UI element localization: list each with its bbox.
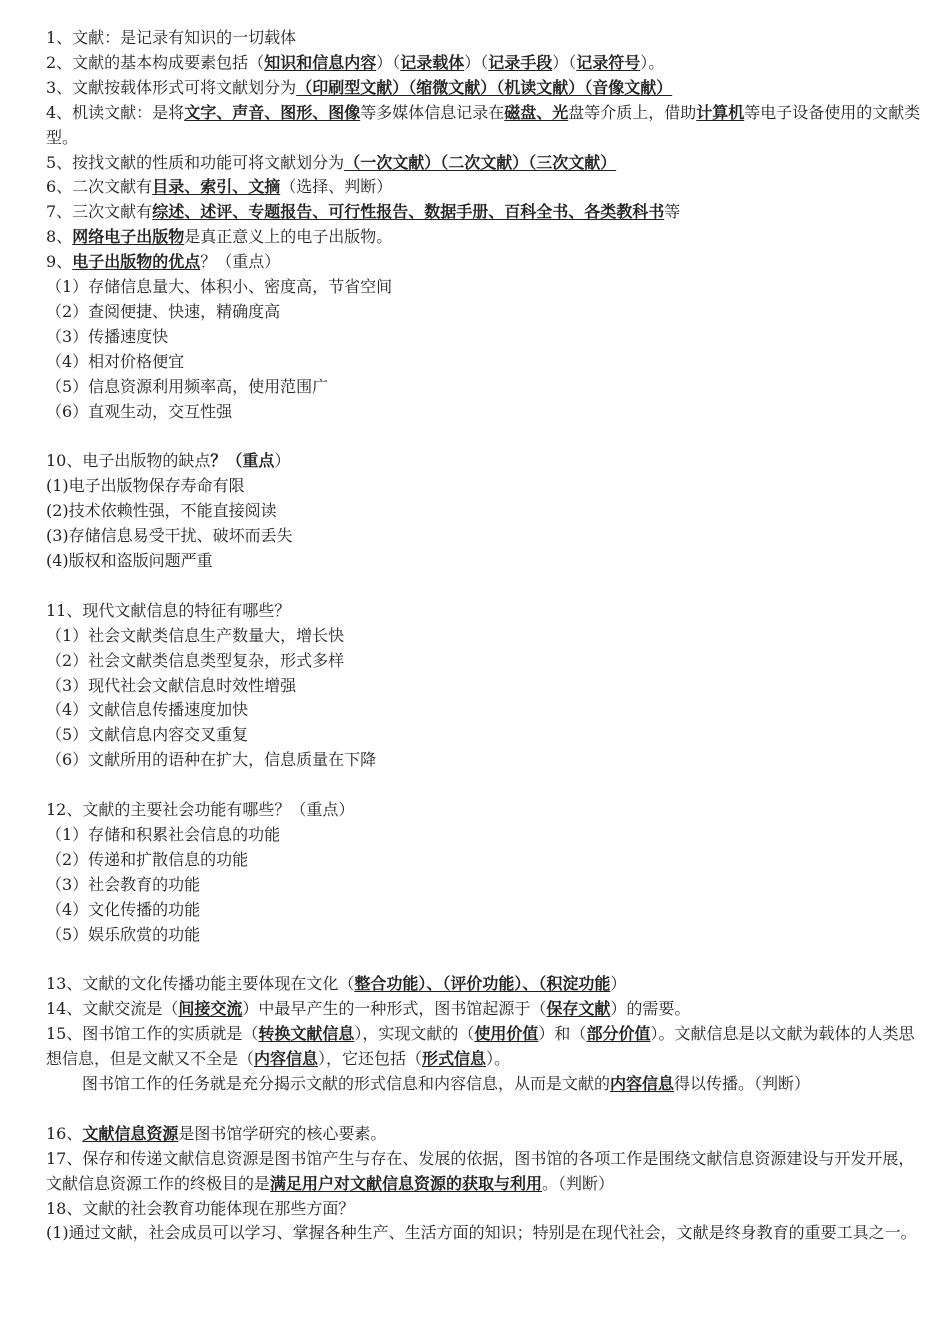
text-line (46, 823, 926, 848)
text-line (46, 449, 926, 474)
text-segment: ）中最早产生的一种形式，图书馆起源于（ (242, 999, 547, 1019)
text-line (46, 798, 926, 823)
text-line (46, 972, 926, 997)
text-segment: 8、 (46, 227, 73, 247)
underlined-term: 记录载体 (400, 52, 465, 72)
text-segment: 15、图书馆工作的实质就是（ (46, 1024, 259, 1044)
text-segment: ）的需要。 (610, 999, 691, 1019)
text-segment: 图书馆工作的任务就是充分揭示文献的形式信息和内容信息，从而是文献的 (82, 1074, 611, 1093)
text-line (46, 549, 926, 574)
bold-text: ？（重点 (210, 451, 275, 471)
text-line (46, 923, 926, 948)
underlined-term: 知识和信息内容 (264, 52, 377, 72)
text-segment: （2）社会文献类信息类型复杂，形式多样 (46, 650, 345, 670)
text-line (46, 51, 926, 76)
blank-line (46, 773, 926, 798)
text-segment: （6）文献所用的语种在扩大，信息质量在下降 (46, 750, 377, 770)
text-segment: ？（重点） (200, 252, 281, 272)
text-segment: （1）存储和积累社会信息的功能 (46, 824, 281, 844)
text-segment: （2）查阅便捷、快速，精确度高 (46, 301, 281, 321)
underlined-term: 使用价值 (474, 1024, 539, 1044)
underlined-term: 部分价值 (586, 1024, 651, 1044)
text-segment: 9、 (46, 252, 73, 272)
text-segment: 17、保存和传递文献信息资源是图书馆产生与存在、发展的依据，图书馆的各项工作是围绕文献信息资源建设与开发开展，文献信息资源工作的终极目的是 (46, 1148, 915, 1193)
text-segment: （1）社会文献类信息生产数量大，增长快 (46, 625, 345, 645)
underlined-term: 间接交流 (178, 999, 243, 1019)
text-segment: （6）直观生动，交互性强 (46, 401, 233, 421)
blank-line (46, 947, 926, 972)
underlined-term: 内容信息 (254, 1049, 319, 1069)
blank-line (46, 425, 926, 450)
text-line (46, 649, 926, 674)
text-segment: （1）存储信息量大、体积小、密度高，节省空间 (46, 277, 393, 297)
text-segment: ）。 (640, 52, 665, 72)
underlined-term: 目录、索引、文摘 (152, 177, 281, 197)
text-line (46, 225, 926, 250)
text-segment: 是真正意义上的电子出版物。 (184, 227, 393, 247)
text-segment: 7、三次文献有 (46, 202, 153, 222)
text-segment: ）和（ (538, 1024, 587, 1044)
text-segment: ）。 (486, 1049, 511, 1069)
text-line (46, 151, 926, 176)
underlined-term: 网络电子出版物 (72, 227, 185, 247)
text-line (46, 674, 926, 699)
text-line (46, 175, 926, 200)
text-segment: (1)通过文献，社会成员可以学习、掌握各种生产、生活方面的知识；特别是在现代社会，文献是终身教育的重要工具之一。 (46, 1223, 917, 1243)
underlined-term: 电子出版物的优点 (72, 252, 201, 272)
text-segment: 2、文献的基本构成要素包括（ (46, 52, 265, 72)
text-segment: （选择、判断） (280, 177, 393, 197)
text-segment: ），实现文献的（ (354, 1024, 475, 1044)
text-segment: （3）现代社会文献信息时效性增强 (46, 675, 297, 695)
text-line (46, 723, 926, 748)
text-segment: 。（判断） (542, 1173, 615, 1193)
underlined-term: 满足用户对文献信息资源的获取与利用 (270, 1173, 543, 1193)
text-segment: （5）信息资源利用频率高，使用范围广 (46, 376, 329, 396)
text-line (46, 200, 926, 225)
text-line (46, 873, 926, 898)
text-segment: （2）传递和扩散信息的功能 (46, 849, 249, 869)
text-segment: (1)电子出版物保存寿命有限 (46, 476, 245, 496)
text-line (46, 474, 926, 499)
underlined-term: 转换文献信息 (258, 1024, 355, 1044)
blank-line (46, 1097, 926, 1122)
text-segment: 3、文献按载体形式可将文献划分为 (46, 77, 297, 97)
text-line (46, 300, 926, 325)
text-segment: （4）文化传播的功能 (46, 899, 201, 919)
text-segment: ）（ (376, 52, 401, 72)
text-line (46, 748, 926, 773)
text-line (46, 76, 926, 101)
text-segment: 是图书馆学研究的核心要素。 (178, 1123, 387, 1143)
underlined-term: 整合功能）、（评价功能）、（积淀功能 (354, 974, 611, 994)
text-segment: ） (274, 451, 291, 471)
text-segment: 12、文献的主要社会功能有哪些？（重点） (46, 800, 355, 820)
text-segment: 等电子设备使用的文献类型。 (46, 102, 921, 147)
text-line (46, 1221, 926, 1246)
underlined-term: 综述、述评、专题报告、可行性报告、数据手册、百科全书、各类教科书 (152, 202, 665, 222)
underlined-term: 文字、声音、图形、图像 (184, 102, 361, 122)
text-line (46, 1072, 926, 1097)
text-segment: （3）传播速度快 (46, 326, 169, 346)
text-segment: (2)技术依赖性强，不能直接阅读 (46, 501, 277, 521)
text-segment: （5）娱乐欣赏的功能 (46, 924, 201, 944)
underlined-term: 记录符号 (576, 52, 641, 72)
text-segment: (4)版权和盗版问题严重 (46, 551, 213, 571)
text-segment: 13、文献的文化传播功能主要体现在文化（ (46, 974, 355, 994)
text-segment: （3）社会教育的功能 (46, 874, 201, 894)
blank-line (46, 574, 926, 599)
text-line (46, 1022, 926, 1072)
text-segment: 16、 (46, 1123, 83, 1143)
text-segment: 14、文献交流是（ (46, 999, 179, 1019)
text-line (46, 997, 926, 1022)
text-line (46, 400, 926, 425)
underlined-term: （一次文献）（二次文献）（三次文献） (344, 152, 617, 172)
text-segment: ），它还包括（ (318, 1049, 423, 1069)
underlined-term: 计算机 (696, 102, 745, 122)
text-line (46, 524, 926, 549)
underlined-term: 磁盘、光 (504, 102, 569, 122)
text-line (46, 499, 926, 524)
underlined-term: 记录手段 (488, 52, 553, 72)
text-segment: ）。文献信息是以文献为载体的人类思想信息，但是文献又不全是（ (46, 1024, 915, 1069)
text-segment: ）（ (464, 52, 489, 72)
text-line (46, 698, 926, 723)
text-segment: 1、文献：是记录有知识的一切载体 (46, 28, 297, 47)
text-line (46, 898, 926, 923)
text-line (46, 325, 926, 350)
underlined-term: 文献信息资源 (82, 1123, 179, 1143)
text-segment: （4）相对价格便宜 (46, 351, 185, 371)
text-segment: 等 (664, 202, 681, 222)
text-line (46, 375, 926, 400)
underlined-term: 内容信息 (610, 1074, 675, 1093)
text-segment: 10、电子出版物的缺点 (46, 451, 211, 471)
text-line (46, 250, 926, 275)
text-segment: 18、文献的社会教育功能体现在那些方面？ (46, 1198, 355, 1218)
text-line (46, 1197, 926, 1222)
text-line (46, 350, 926, 375)
text-segment: （4）文献信息传播速度加快 (46, 700, 249, 720)
text-segment: 等多媒体信息记录在 (360, 102, 505, 122)
underlined-term: 形式信息 (422, 1049, 487, 1069)
text-segment: 4、机读文献：是将 (46, 102, 185, 122)
text-segment: 5、按找文献的性质和功能可将文献划分为 (46, 152, 345, 172)
text-line (46, 599, 926, 624)
text-segment: ）（ (552, 52, 577, 72)
text-segment: 盘等介质上，借助 (568, 102, 697, 122)
underlined-term: 保存文献 (546, 999, 611, 1019)
text-line (46, 101, 926, 151)
text-segment: （5）文献信息内容交叉重复 (46, 725, 249, 745)
text-line (46, 1147, 926, 1197)
text-line (46, 848, 926, 873)
text-segment: 6、二次文献有 (46, 177, 153, 197)
text-segment: (3)存储信息易受干扰、破坏而丢失 (46, 526, 293, 546)
text-segment: 11、现代文献信息的特征有哪些？ (46, 600, 291, 620)
text-line (46, 624, 926, 649)
text-line (46, 275, 926, 300)
text-segment: 得以传播。（判断） (674, 1074, 811, 1093)
text-line (46, 1122, 926, 1147)
underlined-term: （印刷型文献）（缩微文献）（机读文献）（音像文献） (296, 77, 673, 97)
text-line (46, 26, 926, 51)
text-segment: ） (610, 974, 627, 994)
